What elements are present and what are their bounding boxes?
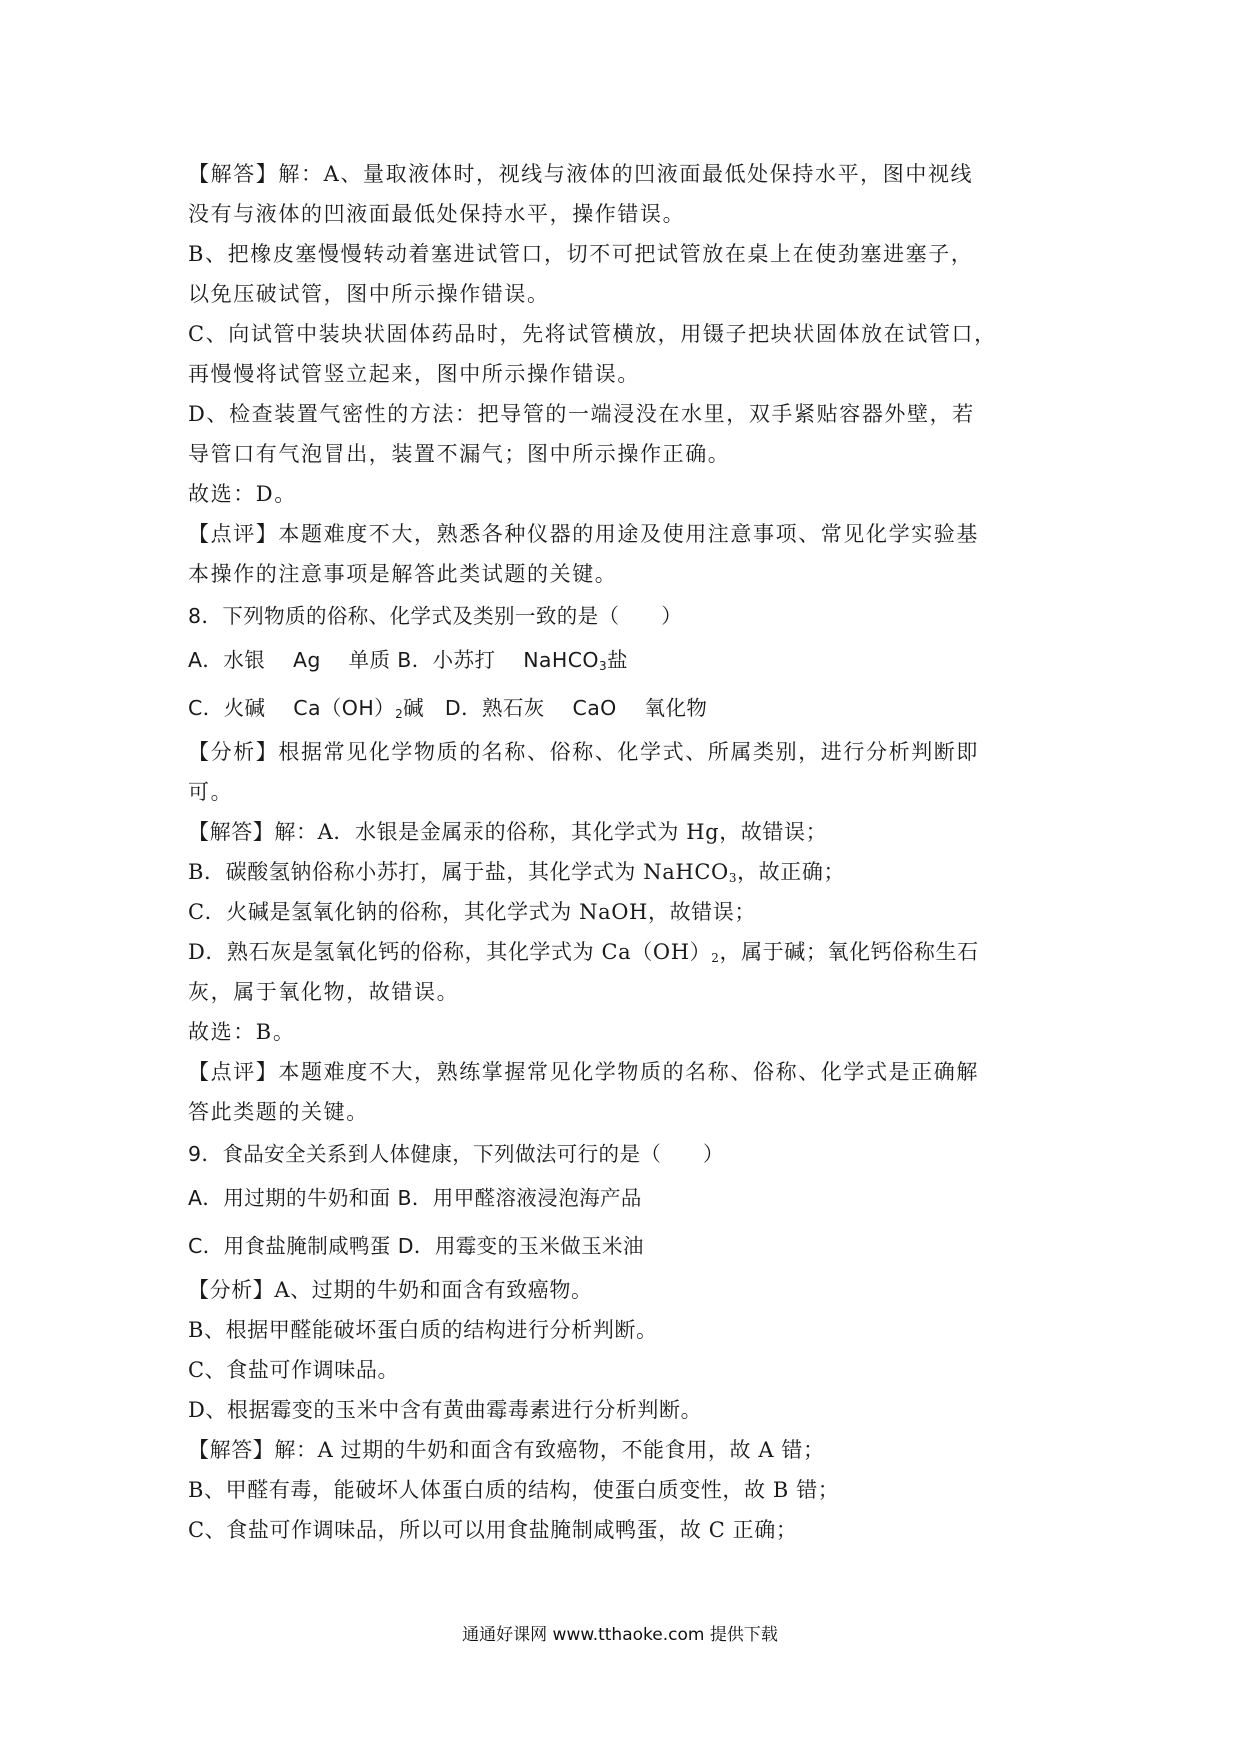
- q7-answer-b-line-1: B、把橡皮塞慢慢转动着塞进试管口，切不可把试管放在桌上在使劲塞进塞子，: [188, 242, 974, 266]
- q7-answer-line-1: 【解答】解：A、量取液体时，视线与液体的凹液面最低处保持水平，图中视线: [188, 162, 974, 186]
- q7-comment-line-2: 本操作的注意事项是解答此类试题的关键。: [188, 562, 618, 586]
- q9-answer-c: C、食盐可作调味品，所以可以用食盐腌制咸鸭蛋，故 C 正确；: [188, 1518, 798, 1542]
- q8-title: 8．下列物质的俗称、化学式及类别一致的是（ ）: [188, 604, 683, 628]
- q8-opt-a-text: A．水银 Ag 单质 B．小苏打 NaHCO: [188, 648, 599, 672]
- q7-answer-d-line-1: D、检查装置气密性的方法：把导管的一端浸没在水里，双手紧贴容器外壁，若: [188, 402, 975, 426]
- q8-opt-c-suffix: 碱 D．熟石灰 CaO 氧化物: [403, 696, 708, 720]
- q8-choice: 故选：B。: [188, 1020, 296, 1044]
- q7-comment-line-1: 【点评】本题难度不大，熟悉各种仪器的用途及使用注意事项、常见化学实验基: [188, 522, 979, 546]
- q8-opt-c-subscript: 2: [395, 707, 404, 721]
- q8-answer-b: [188, 852, 1054, 892]
- q9-analysis-c: C、食盐可作调味品。: [188, 1358, 400, 1382]
- q8-answer-d: [188, 932, 1054, 972]
- q8-comment-line-1: 【点评】本题难度不大，熟练掌握常见化学物质的名称、俗称、化学式是正确解: [188, 1060, 979, 1084]
- q8-answer-d-line-2: 灰，属于氧化物，故错误。: [188, 980, 460, 1004]
- q7-answer-d-line-2: 导管口有气泡冒出，装置不漏气；图中所示操作正确。: [188, 442, 731, 466]
- q7-answer-c-line-2: 再慢慢将试管竖立起来，图中所示操作错误。: [188, 362, 640, 386]
- q8-comment-line-2: 答此类题的关键。: [188, 1100, 369, 1124]
- q8-answer-d-subscript: 2: [711, 951, 720, 965]
- q8-answer-b-subscript: 3: [728, 871, 738, 885]
- q9-options-cd: C．用食盐腌制咸鸭蛋 D．用霉变的玉米做玉米油: [188, 1234, 644, 1258]
- q9-options-ab: A．用过期的牛奶和面 B．用甲醛溶液浸泡海产品: [188, 1186, 642, 1210]
- q8-answer-c: C．火碱是氢氧化钠的俗称，其化学式为 NaOH，故错误；: [188, 900, 756, 924]
- q9-answer-line-1: 【解答】解：A 过期的牛奶和面含有致癌物，不能食用，故 A 错；: [188, 1438, 825, 1462]
- q8-answer-b-suffix: ，故正确；: [737, 860, 846, 884]
- q7-answer-b-line-2: 以免压破试管，图中所示操作错误。: [188, 282, 550, 306]
- q8-opt-a-subscript: 3: [598, 659, 607, 673]
- document-body: [188, 154, 1054, 1550]
- q8-options-cd: [188, 684, 1054, 732]
- q8-answer-d-suffix: ，属于碱；氧化钙俗称生石: [719, 940, 979, 964]
- q8-answer-d-text: D．熟石灰是氢氧化钙的俗称，其化学式为 Ca（OH）: [188, 940, 712, 964]
- q7-answer-c-line-1: C、向试管中装块状固体药品时，先将试管横放，用镊子把块状固体放在试管口，: [188, 322, 997, 346]
- q8-options-ab: [188, 636, 1054, 684]
- page-footer: 通通好课网 www.tthaoke.com 提供下载: [462, 1625, 778, 1645]
- q9-analysis-line-1: 【分析】A、过期的牛奶和面含有致癌物。: [188, 1278, 593, 1302]
- q8-opt-a-suffix: 盐: [607, 648, 628, 672]
- q8-analysis-line-2: 可。: [188, 780, 234, 804]
- q7-answer-line-2: 没有与液体的凹液面最低处保持水平，操作错误。: [188, 202, 686, 226]
- q8-answer-b-text: B．碳酸氢钠俗称小苏打，属于盐，其化学式为 NaHCO: [188, 860, 729, 884]
- q8-analysis-line-1: 【分析】根据常见化学物质的名称、俗称、化学式、所属类别，进行分析判断即: [188, 740, 979, 764]
- q9-analysis-b: B、根据甲醛能破坏蛋白质的结构进行分析判断。: [188, 1318, 658, 1342]
- q8-opt-c-text: C．火碱 Ca（OH）: [188, 696, 396, 720]
- q8-answer-line-1: 【解答】解：A．水银是金属汞的俗称，其化学式为 Hg，故错误；: [188, 820, 828, 844]
- q9-analysis-d: D、根据霉变的玉米中含有黄曲霉毒素进行分析判断。: [188, 1398, 703, 1422]
- q7-choice: 故选：D。: [188, 482, 297, 506]
- q9-answer-b: B、甲醛有毒，能破坏人体蛋白质的结构，使蛋白质变性，故 B 错；: [188, 1478, 840, 1502]
- q9-title: 9．食品安全关系到人体健康，下列做法可行的是（ ）: [188, 1142, 724, 1166]
